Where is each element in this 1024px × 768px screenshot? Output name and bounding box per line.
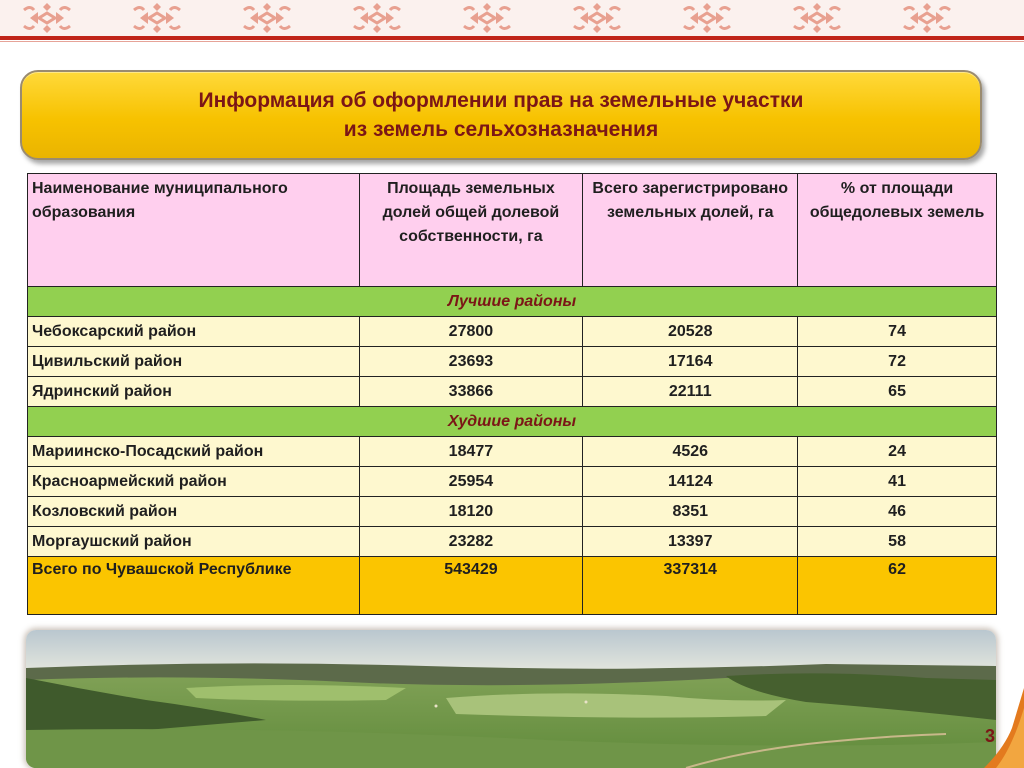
area-value: 23693 bbox=[359, 347, 583, 377]
chuvash-ornament-icon bbox=[680, 1, 734, 35]
table-row bbox=[28, 437, 997, 467]
total-area-value: 543429 bbox=[359, 557, 583, 615]
col-header-percent: % от площади общедолевых земель bbox=[798, 174, 997, 287]
percent-value: 58 bbox=[798, 527, 997, 557]
table-row bbox=[28, 497, 997, 527]
area-value: 18120 bbox=[359, 497, 583, 527]
district-name: Мариинско-Посадский район bbox=[28, 437, 360, 467]
percent-value: 24 bbox=[798, 437, 997, 467]
section-label-worst: Худшие районы bbox=[28, 407, 997, 437]
chuvash-ornament-icon bbox=[20, 1, 74, 35]
col-header-registered: Всего зарегистрировано земельных долей, га bbox=[583, 174, 798, 287]
col-header-municipality: Наименование муниципального образования bbox=[28, 174, 360, 287]
district-name: Красноармейский район bbox=[28, 467, 360, 497]
section-row-worst bbox=[28, 407, 997, 437]
header-divider-thin bbox=[0, 41, 1024, 42]
area-value: 33866 bbox=[359, 377, 583, 407]
total-label: Всего по Чувашской Республике bbox=[28, 557, 360, 615]
landscape-image bbox=[26, 630, 996, 768]
district-name: Козловский район bbox=[28, 497, 360, 527]
registered-value: 8351 bbox=[583, 497, 798, 527]
col-header-area: Площадь земельных долей общей долевой собственности, га bbox=[359, 174, 583, 287]
section-label-best: Лучшие районы bbox=[28, 287, 997, 317]
table-row bbox=[28, 347, 997, 377]
chuvash-ornament-icon bbox=[240, 1, 294, 35]
registered-value: 13397 bbox=[583, 527, 798, 557]
header-divider bbox=[0, 36, 1024, 40]
registered-value: 4526 bbox=[583, 437, 798, 467]
ornament-strip bbox=[0, 0, 1024, 36]
chuvash-ornament-icon bbox=[570, 1, 624, 35]
district-name: Ядринский район bbox=[28, 377, 360, 407]
percent-value: 72 bbox=[798, 347, 997, 377]
chuvash-ornament-icon bbox=[790, 1, 844, 35]
area-value: 25954 bbox=[359, 467, 583, 497]
area-value: 18477 bbox=[359, 437, 583, 467]
page-number: 3 bbox=[985, 726, 996, 746]
title-banner bbox=[20, 70, 982, 160]
percent-value: 74 bbox=[798, 317, 997, 347]
area-value: 27800 bbox=[359, 317, 583, 347]
percent-value: 46 bbox=[798, 497, 997, 527]
chuvash-ornament-icon bbox=[130, 1, 184, 35]
district-name: Моргаушский район bbox=[28, 527, 360, 557]
table-header-row bbox=[28, 174, 997, 287]
district-name: Чебоксарский район bbox=[28, 317, 360, 347]
total-percent-value: 62 bbox=[798, 557, 997, 615]
district-name: Цивильский район bbox=[28, 347, 360, 377]
total-row bbox=[28, 557, 997, 615]
table-row bbox=[28, 317, 997, 347]
slide-title-line1: Информация об оформлении прав на земельные участки bbox=[198, 89, 804, 112]
registered-value: 22111 bbox=[583, 377, 798, 407]
chuvash-ornament-icon bbox=[460, 1, 514, 35]
table-row bbox=[28, 377, 997, 407]
percent-value: 41 bbox=[798, 467, 997, 497]
section-row-best bbox=[28, 287, 997, 317]
landscape-photo bbox=[26, 630, 996, 768]
land-rights-table bbox=[27, 173, 997, 615]
area-value: 23282 bbox=[359, 527, 583, 557]
percent-value: 65 bbox=[798, 377, 997, 407]
registered-value: 20528 bbox=[583, 317, 798, 347]
registered-value: 14124 bbox=[583, 467, 798, 497]
chuvash-ornament-icon bbox=[900, 1, 954, 35]
total-registered-value: 337314 bbox=[583, 557, 798, 615]
chuvash-ornament-icon bbox=[350, 1, 404, 35]
slide-title-line2: из земель сельхозназначения bbox=[343, 118, 659, 141]
table-row bbox=[28, 527, 997, 557]
registered-value: 17164 bbox=[583, 347, 798, 377]
table-row bbox=[28, 467, 997, 497]
